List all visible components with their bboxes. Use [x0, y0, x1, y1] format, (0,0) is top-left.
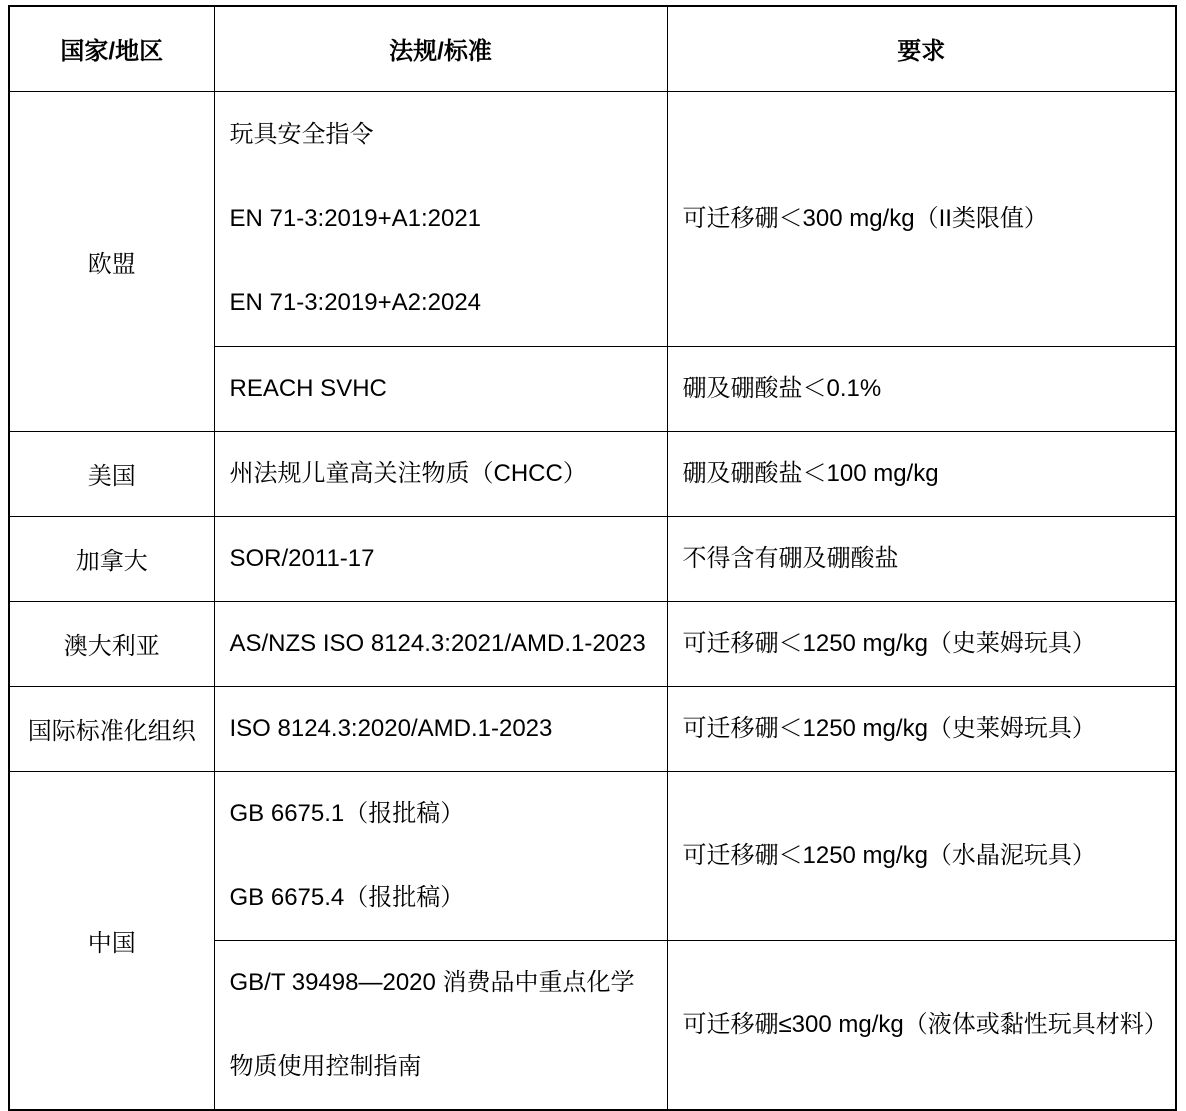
cell-regulation-us [214, 431, 667, 516]
regulation-line: GB 6675.4（报批稿） [229, 883, 465, 911]
cell-region-eu: 欧盟 [9, 91, 214, 431]
cell-region-iso: 国际标准化组织 [9, 686, 214, 771]
cell-region-china: 中国 [9, 771, 214, 1110]
regulation-line: EN 71-3:2019+A1:2021 [229, 204, 482, 232]
table-row-iso [9, 686, 1176, 771]
cell-regulation-china-gbt39498 [214, 940, 667, 1110]
cell-requirement-eu-reach [667, 346, 1176, 431]
regulation-line: SOR/2011-17 [229, 544, 375, 572]
cell-region-australia: 澳大利亚 [9, 601, 214, 686]
cell-regulation-eu-reach [214, 346, 667, 431]
requirement-text: 可迁移硼＜300 mg/kg（II类限值） [682, 204, 1048, 232]
header-regulation: 法规/标准 [214, 6, 667, 91]
cell-regulation-iso [214, 686, 667, 771]
cell-requirement-china-gbt39498 [667, 940, 1176, 1110]
regulation-line: AS/NZS ISO 8124.3:2021/AMD.1-2023 [229, 629, 646, 657]
cell-requirement-australia [667, 601, 1176, 686]
regulation-line: REACH SVHC [229, 374, 387, 402]
cell-region-us: 美国 [9, 431, 214, 516]
regulation-line: ISO 8124.3:2020/AMD.1-2023 [229, 714, 553, 742]
requirement-text: 硼及硼酸盐＜100 mg/kg [682, 459, 939, 487]
cell-regulation-australia [214, 601, 667, 686]
requirement-text: 可迁移硼＜1250 mg/kg（水晶泥玩具） [682, 841, 1096, 869]
cell-regulation-china-gb6675 [214, 771, 667, 940]
requirement-text: 硼及硼酸盐＜0.1% [682, 374, 882, 402]
regulation-line: GB/T 39498—2020 消费品中重点化学物质使用控制指南 [229, 968, 635, 1080]
requirement-text: 可迁移硼＜1250 mg/kg（史莱姆玩具） [682, 714, 1096, 742]
table-header-row [9, 6, 1176, 91]
regulation-line: GB 6675.1（报批稿） [229, 799, 465, 827]
table-row-eu-1 [9, 91, 1176, 346]
table-row-australia [9, 601, 1176, 686]
regulation-table [8, 5, 1177, 1111]
cell-requirement-china-gb6675 [667, 771, 1176, 940]
cell-requirement-iso [667, 686, 1176, 771]
table-row-us [9, 431, 1176, 516]
table-row-china-1 [9, 771, 1176, 940]
table-row-canada [9, 516, 1176, 601]
regulation-line: 玩具安全指令 [229, 120, 374, 148]
cell-regulation-eu-toy-directive [214, 91, 667, 346]
requirement-text: 不得含有硼及硼酸盐 [682, 544, 899, 572]
cell-requirement-canada [667, 516, 1176, 601]
regulation-line: 州法规儿童高关注物质（CHCC） [229, 459, 587, 487]
cell-requirement-us [667, 431, 1176, 516]
regulation-line: EN 71-3:2019+A2:2024 [229, 288, 482, 316]
cell-requirement-eu-toy-directive [667, 91, 1176, 346]
header-region: 国家/地区 [9, 6, 214, 91]
requirement-text: 可迁移硼≤300 mg/kg（液体或黏性玩具材料） [682, 1010, 1168, 1038]
requirement-text: 可迁移硼＜1250 mg/kg（史莱姆玩具） [682, 629, 1096, 657]
cell-region-canada: 加拿大 [9, 516, 214, 601]
header-requirement: 要求 [667, 6, 1176, 91]
cell-regulation-canada [214, 516, 667, 601]
